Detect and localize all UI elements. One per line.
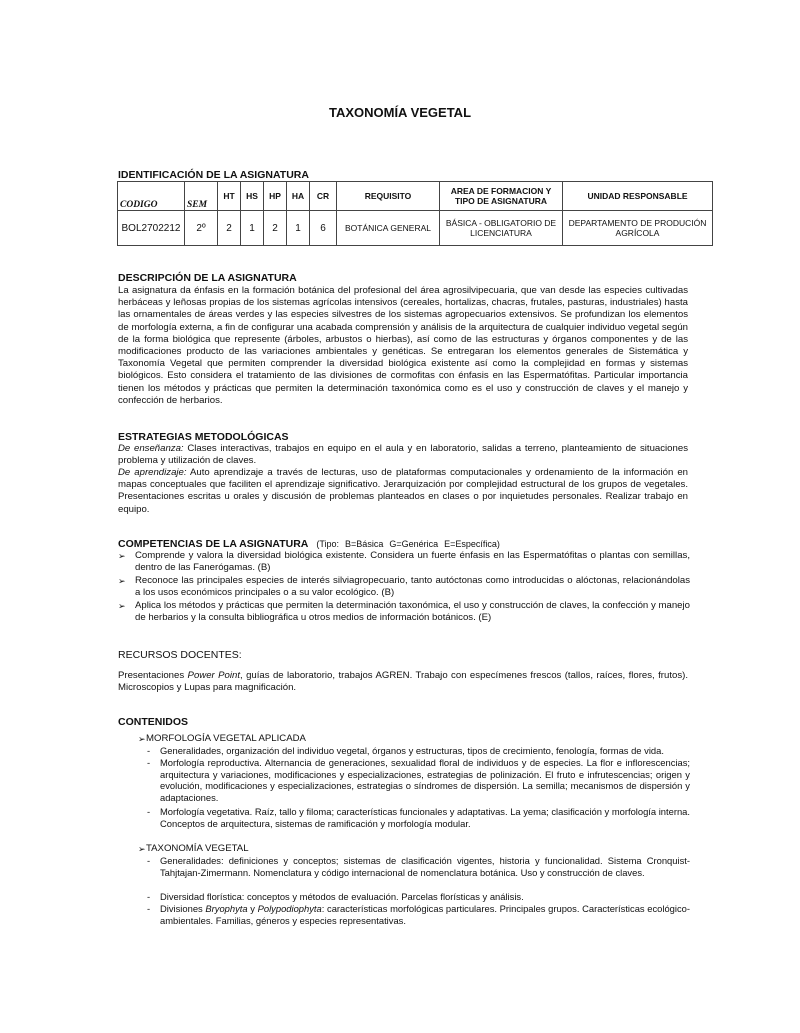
contenido-text: Morfología vegetativa. Raíz, tallo y filoma; características funcionales y adaptativas. La yema; clasificación y morfología interna. Conceptos de arquitectura, sistemas de ramificación y morfología modular. — [160, 806, 690, 829]
divisiones-bryophyta: Bryophyta — [205, 903, 248, 914]
contenido-text: Generalidades, organización del individuo vegetal, órganos y estructuras, tipos de crecimiento, fenología, formas de vida. — [160, 745, 664, 756]
table-header-row — [118, 182, 713, 211]
estrategias-heading: ESTRATEGIAS METODOLÓGICAS — [118, 431, 289, 443]
list-item — [147, 891, 690, 903]
contenidos-heading: CONTENIDOS — [118, 716, 189, 728]
cell-hs: 1 — [241, 211, 264, 246]
estrategias-ensenanza — [118, 443, 688, 467]
cell-codigo: BOL2702212 — [118, 211, 185, 246]
tipo-b: B=Básica — [345, 539, 384, 549]
ensenanza-label: De enseñanza: — [118, 443, 184, 454]
arrow-bullet-icon: ➢ — [138, 734, 146, 744]
recursos-italic: Power Point — [187, 670, 241, 681]
contenido-text — [160, 903, 690, 926]
competencias-heading — [118, 538, 500, 550]
identificacion-heading: IDENTIFICACIÓN DE LA ASIGNATURA — [118, 169, 309, 181]
header-unidad: UNIDAD RESPONSABLE — [563, 182, 713, 211]
descripcion-text: La asignatura da énfasis en la formación botánica del profesional del área agrosilvipecuaria, que van desde las especies cultivadas herbáceas y leñosas propias de los sistemas agrícolas intensivos (cereales, hortalizas, chacras, frutales, pasturas, industriales) hasta las ornamentales de áreas verdes y las especies silvestres de los sistemas agropecuarios extensivos. Se profundizan los elementos de morfología externa, a fin de configurar una acabada comprensión y análisis de la arquitectura de cualquier individuo vegetal según de la forma biológica que represente (árboles, arbustos o hierbas), así como de las estructuras y órganos componentes y de las modificaciones producto de las variaciones ambientales y genéticas. Se entregaran los elementos generales de Sistemática y Taxonomía Vegetal que permiten comprender la diversidad biológica existente así como la complejidad en formas y sistemas biológicos. Esto considera el tratamiento de las divisiones de cormofitas con énfasis en las Espermatófitas. Particular importancia tienen los métodos y prácticas que permiten la determinación taxonómica como es el uso y construcción de claves y el manejo y confección de herbarios. — [118, 285, 688, 406]
recursos-text — [118, 670, 688, 694]
ensenanza-text: Clases interactivas, trabajos en equipo en el aula y en laboratorio, salidas a terreno, planteamiento de situaciones problema y utilización de claves. — [118, 443, 688, 467]
dash-bullet: - — [147, 806, 151, 817]
arrow-bullet-icon: ➢ — [138, 844, 146, 854]
dash-bullet: - — [147, 891, 151, 902]
tipo-label: (Tipo: — [316, 539, 340, 549]
list-item — [147, 757, 690, 803]
cell-ha: 1 — [287, 211, 310, 246]
list-item — [118, 575, 690, 599]
arrow-bullet-icon: ➢ — [118, 551, 126, 561]
recursos-post: , guías de laboratorio, trabajos AGREN. Trabajo con especímenes frescos (tallos, raíces, flores, frutos). Microscopios y Lupas para magnificación. — [118, 670, 688, 694]
header-ht: HT — [218, 182, 241, 211]
cell-requisito: BOTÁNICA GENERAL — [337, 211, 440, 246]
list-item — [147, 855, 690, 878]
tipo-g: G=Genérica — [389, 539, 439, 549]
dash-bullet: - — [147, 745, 151, 756]
dash-bullet: - — [147, 855, 151, 866]
competencia-text: Reconoce las principales especies de interés silviagropecuario, tanto autóctonas como introducidas o alóctonas, relacionándolas a los usos económicos principales o a su valor ecológico. (B) — [135, 575, 690, 599]
identificacion-table — [117, 181, 713, 246]
divisiones-polypodiophyta: Polypodiophyta — [257, 903, 322, 914]
cell-hp: 2 — [264, 211, 287, 246]
table-row — [118, 211, 713, 246]
contenidos-morfologia — [138, 733, 306, 745]
header-sem: SEM — [185, 182, 218, 211]
contenido-text: Morfología reproductiva. Alternancia de generaciones, sexualidad floral de individuos y de especies. La flor e inflorescencias; arquitectura y variaciones, modificaciones y especializaciones, estrategias de polinización. El fruto e infrutescencias; origen y evolución, modificaciones y especializaciones, estrategias o síndromes de dispersión. La semilla; mecanismos de dispersión y adaptaciones. — [160, 757, 690, 803]
contenido-text: Diversidad florística: conceptos y métodos de evaluación. Parcelas florísticas y análisis. — [160, 891, 524, 902]
list-item — [118, 600, 690, 624]
list-item — [147, 903, 690, 926]
cell-area: BÁSICA - OBLIGATORIO DE LICENCIATURA — [440, 211, 563, 246]
cell-cr: 6 — [310, 211, 337, 246]
aprendizaje-text: Auto aprendizaje a través de lecturas, uso de plataformas computacionales y ordenamiento de la información en mapas conceptuales que faciliten el aprendizaje significativo. Jerarquización por complejidad estructural de los grupos de vegetales. Presentaciones escritas u orales y discusión de problemas planteados en clases o por inquietudes personales. Realizar trabajo en equipo. — [118, 467, 689, 515]
competencia-text: Comprende y valora la diversidad biológica existente. Considera un fuerte énfasis en las Espermatófitas o plantas con semillas, dentro de las Fanerógamas. (B) — [135, 550, 690, 574]
header-hp: HP — [264, 182, 287, 211]
document-title: TAXONOMÍA VEGETAL — [328, 105, 472, 120]
estrategias-aprendizaje — [118, 467, 688, 516]
contenido-text: Generalidades: definiciones y conceptos; sistemas de clasificación vigentes, historia y funcionalidad. Sistema Cronquist-Tahjtajan-Zimermann. Nomenclatura y código internacional de nomenclatura botánica. Uso y construcción de claves. — [160, 855, 690, 878]
cell-sem: 2º — [185, 211, 218, 246]
dash-bullet: - — [147, 757, 151, 768]
list-item — [147, 806, 690, 829]
cell-ht: 2 — [218, 211, 241, 246]
list-item — [118, 550, 690, 574]
recursos-heading: RECURSOS DOCENTES: — [118, 649, 242, 661]
competencias-tipo — [316, 539, 500, 549]
cell-unidad: DEPARTAMENTO DE PRODUCIÓN AGRÍCOLA — [563, 211, 713, 246]
contenidos-taxonomia — [138, 843, 249, 855]
morfologia-label: MORFOLOGÍA VEGETAL APLICADA — [146, 733, 306, 744]
divisiones-mid: y — [247, 903, 258, 914]
list-item — [147, 745, 690, 757]
header-ha: HA — [287, 182, 310, 211]
dash-bullet: - — [147, 903, 151, 914]
aprendizaje-label: De aprendizaje: — [118, 467, 187, 478]
taxonomia-label: TAXONOMÍA VEGETAL — [146, 843, 249, 854]
header-cr: CR — [310, 182, 337, 211]
tipo-e: E=Específica) — [444, 539, 500, 549]
header-codigo: CODIGO — [118, 182, 185, 211]
recursos-pre: Presentaciones — [118, 670, 188, 681]
arrow-bullet-icon: ➢ — [118, 576, 126, 586]
arrow-bullet-icon: ➢ — [118, 601, 126, 611]
divisiones-pre: Divisiones — [160, 903, 206, 914]
header-area: AREA DE FORMACION Y TIPO DE ASIGNATURA — [440, 182, 563, 211]
divisiones-post: : características morfológicas particulares. Principales grupos. Características ecológico-ambientales. Familias, géneros y especies representativas. — [160, 903, 690, 926]
header-requisito: REQUISITO — [337, 182, 440, 211]
descripcion-heading: DESCRIPCIÓN DE LA ASIGNATURA — [118, 272, 297, 284]
header-hs: HS — [241, 182, 264, 211]
competencia-text: Aplica los métodos y prácticas que permiten la determinación taxonómica, el uso y construcción de claves, la confección y manejo de herbarios y la consulta bibliográfica u otros medios de información botánicos. (E) — [135, 600, 690, 624]
competencias-title: COMPETENCIAS DE LA ASIGNATURA — [118, 538, 309, 550]
